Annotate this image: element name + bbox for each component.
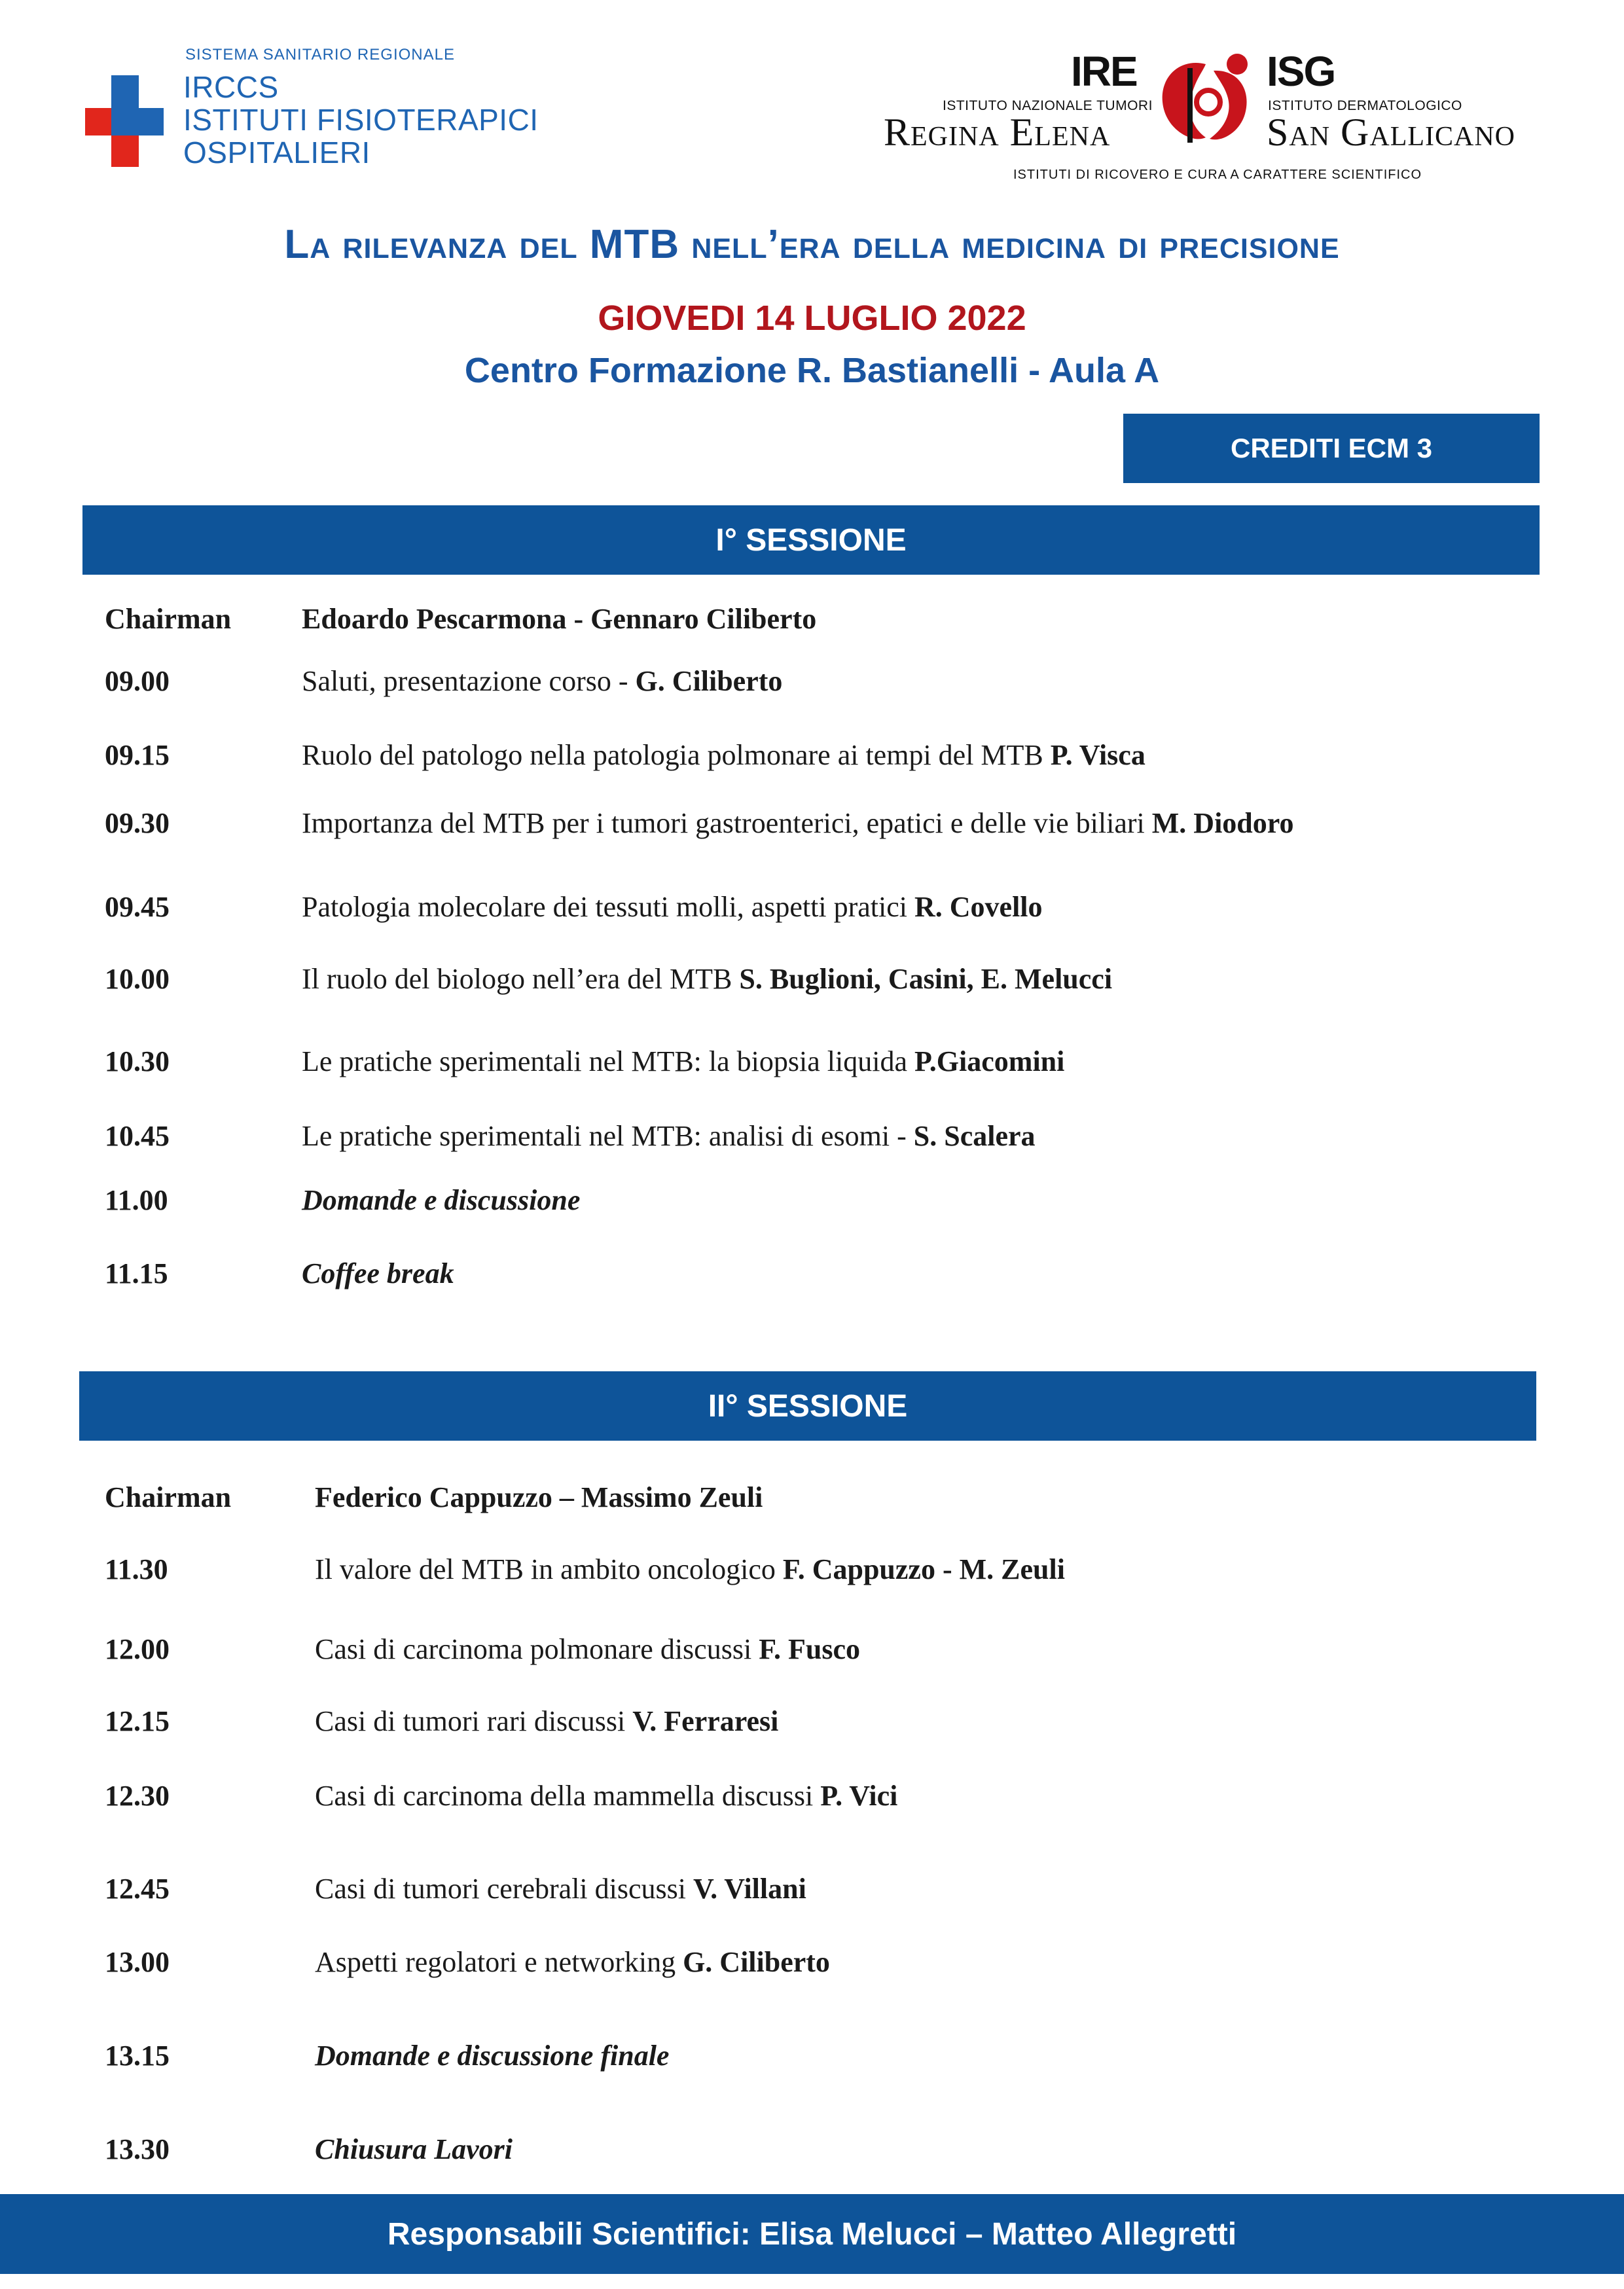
agenda-time: 12.00	[105, 1633, 170, 1665]
ifo-cross-logo	[85, 75, 164, 167]
speaker: P.Giacomini	[914, 1045, 1065, 1077]
footer-responsabili: Responsabili Scientifici: Elisa Melucci – Matteo Allegretti	[0, 2194, 1624, 2274]
agenda-row	[0, 806, 1624, 846]
speaker: F. Cappuzzo - M. Zeuli	[782, 1553, 1065, 1585]
agenda-desc: Saluti, presentazione corso - G. Ciliberto	[302, 665, 783, 697]
agenda-row	[0, 2039, 1624, 2078]
agenda-time: 10.30	[105, 1045, 170, 1077]
agenda-time: 13.00	[105, 1946, 170, 1978]
agenda-row	[0, 962, 1624, 1001]
agenda-row	[0, 1704, 1624, 1744]
agenda-desc: Aspetti regolatori e networking G. Ciliberto	[315, 1946, 830, 1978]
ire-name: Regina Elena	[884, 111, 1111, 154]
speaker: P. Visca	[1050, 739, 1146, 771]
speaker: G. Ciliberto	[683, 1946, 830, 1978]
event-venue: Centro Formazione R. Bastianelli - Aula A	[464, 351, 1160, 390]
agenda-time: 10.45	[105, 1120, 170, 1152]
speaker: V. Villani	[693, 1873, 806, 1905]
isg-logo-text: ISG	[1267, 48, 1335, 95]
agenda-desc: Importanza del MTB per i tumori gastroenterici, epatici e delle vie biliari M. Diodoro	[302, 807, 1294, 839]
agenda-row	[0, 1632, 1624, 1672]
agenda-desc-italic: Domande e discussione finale	[315, 2040, 670, 2072]
ifo-line-3: OSPITALIERI	[183, 135, 370, 170]
speaker: S. Buglioni, Casini, E. Melucci	[739, 963, 1113, 995]
agenda-row	[0, 1872, 1624, 1911]
speaker: F. Fusco	[759, 1633, 861, 1665]
agenda-row	[0, 1945, 1624, 1985]
speaker: M. Diodoro	[1151, 807, 1294, 839]
agenda-time: 11.00	[105, 1184, 168, 1216]
session1-chairs: Edoardo Pescarmona - Gennaro Ciliberto	[302, 603, 817, 635]
agenda-time: 09.45	[105, 891, 170, 923]
agenda-time: 13.15	[105, 2040, 170, 2072]
agenda-row	[0, 1779, 1624, 1818]
agenda-desc: Le pratiche sperimentali nel MTB: la biopsia liquida P.Giacomini	[302, 1045, 1065, 1077]
isg-name: San Gallicano	[1267, 111, 1515, 154]
speaker: R. Covello	[914, 891, 1043, 923]
agenda-time: 12.30	[105, 1780, 170, 1812]
ifo-line-1: IRCCS	[183, 70, 279, 104]
ire-isg-footer: ISTITUTI DI RICOVERO E CURA A CARATTERE SCIENTIFICO	[1013, 168, 1422, 182]
agenda-desc: Il ruolo del biologo nell’era del MTB S. Buglioni, Casini, E. Melucci	[302, 963, 1113, 995]
agenda-desc: Le pratiche sperimentali nel MTB: analisi di esomi - S. Scalera	[302, 1120, 1036, 1152]
agenda-desc: Il valore del MTB in ambito oncologico F. Cappuzzo - M. Zeuli	[315, 1553, 1065, 1585]
agenda-row	[0, 1119, 1624, 1159]
chair-label: Chairman	[105, 603, 232, 635]
speaker: G. Ciliberto	[635, 665, 783, 697]
ifo-top-line: SISTEMA SANITARIO REGIONALE	[185, 46, 455, 63]
agenda-desc: Patologia molecolare dei tessuti molli, aspetti pratici R. Covello	[302, 891, 1043, 923]
agenda-time: 12.45	[105, 1873, 170, 1905]
agenda-row	[0, 738, 1624, 778]
event-title: La rilevanza del MTB nell’era della medicina di precisione	[284, 222, 1340, 267]
isg-subtitle: ISTITUTO DERMATOLOGICO	[1268, 98, 1462, 113]
ire-subtitle: ISTITUTO NAZIONALE TUMORI	[943, 98, 1153, 113]
event-date: GIOVEDI 14 LUGLIO 2022	[598, 298, 1026, 338]
agenda-time: 09.30	[105, 807, 170, 839]
agenda-row	[0, 1257, 1624, 1296]
agenda-row	[0, 890, 1624, 929]
agenda-time: 12.15	[105, 1705, 170, 1737]
agenda-row	[0, 2133, 1624, 2172]
agenda-desc-italic: Domande e discussione	[302, 1184, 581, 1216]
agenda-time: 09.15	[105, 739, 170, 771]
agenda-row	[0, 664, 1624, 704]
speaker: S. Scalera	[913, 1120, 1036, 1152]
ire-isg-emblem-icon	[1153, 51, 1258, 149]
agenda-desc: Casi di tumori rari discussi V. Ferraresi	[315, 1705, 779, 1737]
agenda-row	[0, 1183, 1624, 1223]
agenda-desc: Casi di carcinoma polmonare discussi F. Fusco	[315, 1633, 861, 1665]
session1-header: I° SESSIONE	[82, 505, 1540, 575]
agenda-desc-italic: Chiusura Lavori	[315, 2133, 513, 2165]
agenda-time: 10.00	[105, 963, 170, 995]
credits-badge: CREDITI ECM 3	[1123, 414, 1540, 483]
ifo-line-2: ISTITUTI FISIOTERAPICI	[183, 103, 539, 137]
agenda-desc-italic: Coffee break	[302, 1257, 454, 1289]
agenda-desc: Ruolo del patologo nella patologia polmonare ai tempi del MTB P. Visca	[302, 739, 1146, 771]
agenda-row	[0, 1553, 1624, 1592]
agenda-row	[0, 1045, 1624, 1084]
speaker: P. Vici	[820, 1780, 898, 1812]
session1-chair-row	[0, 602, 1624, 641]
speaker: V. Ferraresi	[632, 1705, 779, 1737]
agenda-desc: Casi di carcinoma della mammella discussi P. Vici	[315, 1780, 898, 1812]
session2-chairs: Federico Cappuzzo – Massimo Zeuli	[315, 1481, 763, 1513]
agenda-time: 13.30	[105, 2133, 170, 2165]
agenda-time: 11.30	[105, 1553, 168, 1585]
ire-logo-text: IRE	[1071, 48, 1137, 95]
chair-label: Chairman	[105, 1481, 232, 1513]
agenda-time: 09.00	[105, 665, 170, 697]
session2-header: II° SESSIONE	[79, 1371, 1536, 1441]
session2-chair-row	[0, 1481, 1624, 1520]
agenda-time: 11.15	[105, 1257, 168, 1289]
agenda-desc: Casi di tumori cerebrali discussi V. Villani	[315, 1873, 806, 1905]
